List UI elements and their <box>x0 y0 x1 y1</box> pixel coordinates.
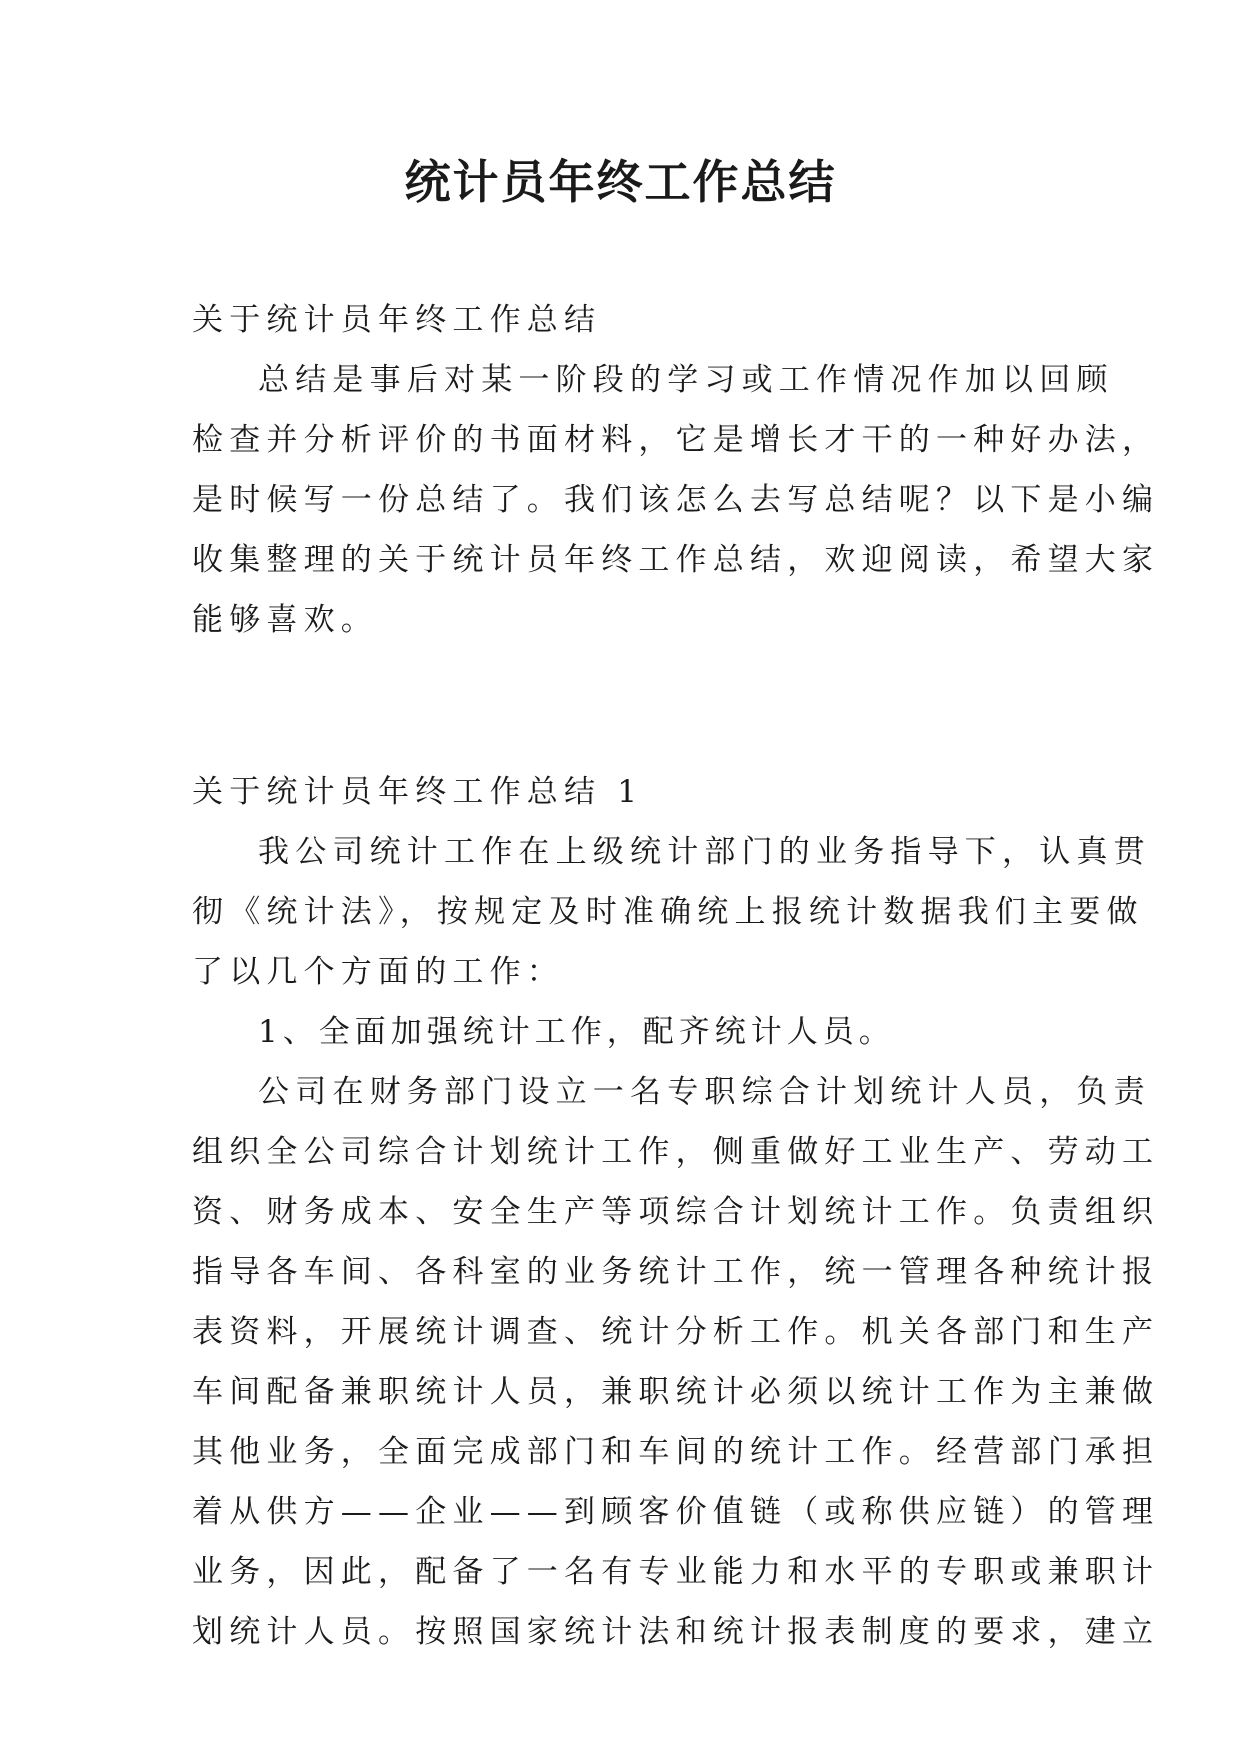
section1-para2-line-3: 资、财务成本、安全生产等项综合计划统计工作。负责组织 <box>192 1194 1160 1230</box>
section1-para2-line-1: 公司在财务部门设立一名专职综合计划统计人员，负责 <box>258 1074 1151 1110</box>
section1-para2-line-5: 表资料，开展统计调查、统计分析工作。机关各部门和生产 <box>192 1314 1160 1350</box>
intro-line-4: 收集整理的关于统计员年终工作总结，欢迎阅读，希望大家 <box>192 542 1160 578</box>
section1-para1-line-2: 彻《统计法》，按规定及时准确统上报统计数据我们主要做 <box>192 894 1144 930</box>
section1-para2-line-4: 指导各车间、各科室的业务统计工作，统一管理各种统计报 <box>192 1254 1160 1290</box>
intro-line-5: 能够喜欢。 <box>192 602 378 638</box>
intro-line-2: 检查并分析评价的书面材料，它是增长才干的一种好办法， <box>192 422 1160 458</box>
section1-para2-line-8: 着从供方——企业——到顾客价值链（或称供应链）的管理 <box>192 1494 1160 1530</box>
intro-line-3: 是时候写一份总结了。我们该怎么去写总结呢？以下是小编 <box>192 482 1160 518</box>
section1-para2-line-2: 组织全公司综合计划统计工作，侧重做好工业生产、劳动工 <box>192 1134 1160 1170</box>
intro-heading: 关于统计员年终工作总结 <box>192 302 602 338</box>
section1-para2-line-7: 其他业务，全面完成部门和车间的统计工作。经营部门承担 <box>192 1434 1160 1470</box>
section1-para1-line-1: 我公司统计工作在上级统计部门的业务指导下，认真贯 <box>258 834 1151 870</box>
intro-line-1: 总结是事后对某一阶段的学习或工作情况作加以回顾 <box>258 362 1114 398</box>
section1-heading: 关于统计员年终工作总结 1 <box>192 774 644 810</box>
section1-para2-line-10: 划统计人员。按照国家统计法和统计报表制度的要求，建立 <box>192 1614 1160 1650</box>
section1-para2-line-9: 业务，因此，配备了一名有专业能力和水平的专职或兼职计 <box>192 1554 1160 1590</box>
section-gap <box>192 650 1068 762</box>
item-1-heading: 1、全面加强统计工作，配齐统计人员。 <box>258 1014 895 1050</box>
document-title: 统计员年终工作总结 <box>404 155 837 209</box>
section1-para2-line-6: 车间配备兼职统计人员，兼职统计必须以统计工作为主兼做 <box>192 1374 1160 1410</box>
document-body <box>192 290 1160 1662</box>
section1-para1-line-3: 了以几个方面的工作： <box>192 954 564 990</box>
